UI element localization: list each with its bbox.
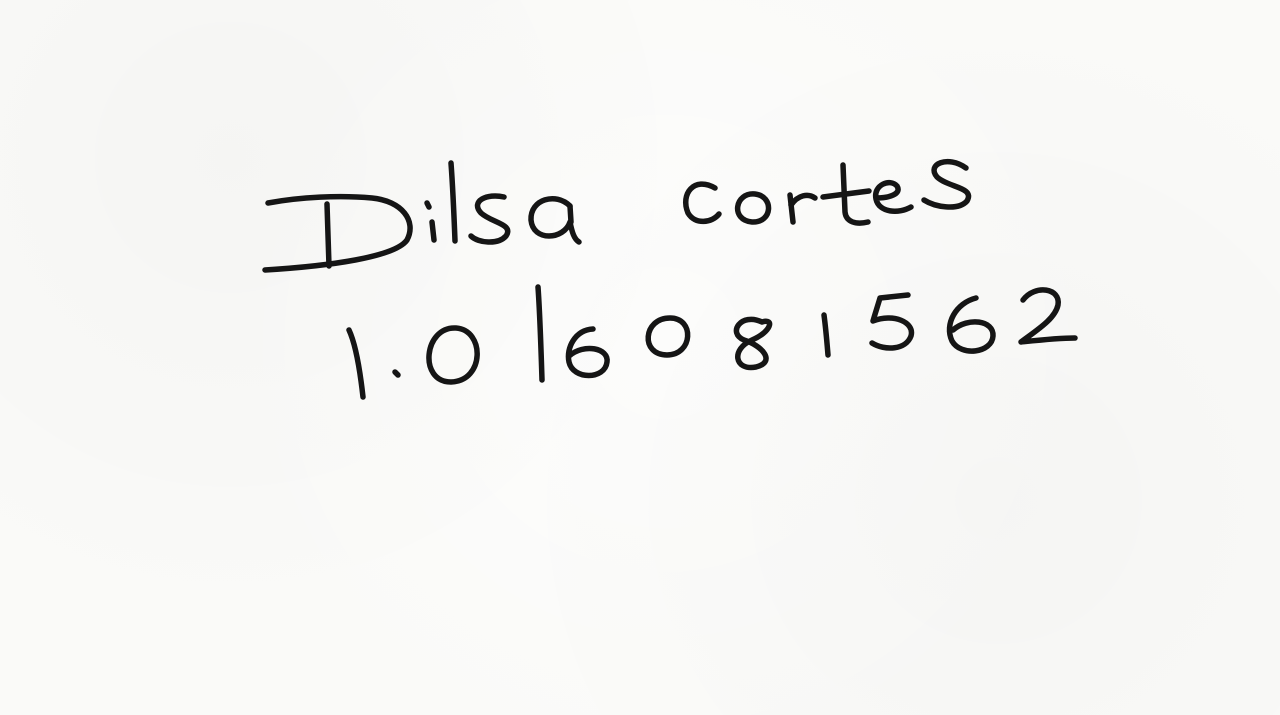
handwritten-number-line <box>349 287 1075 397</box>
handwritten-name-line <box>265 162 969 270</box>
